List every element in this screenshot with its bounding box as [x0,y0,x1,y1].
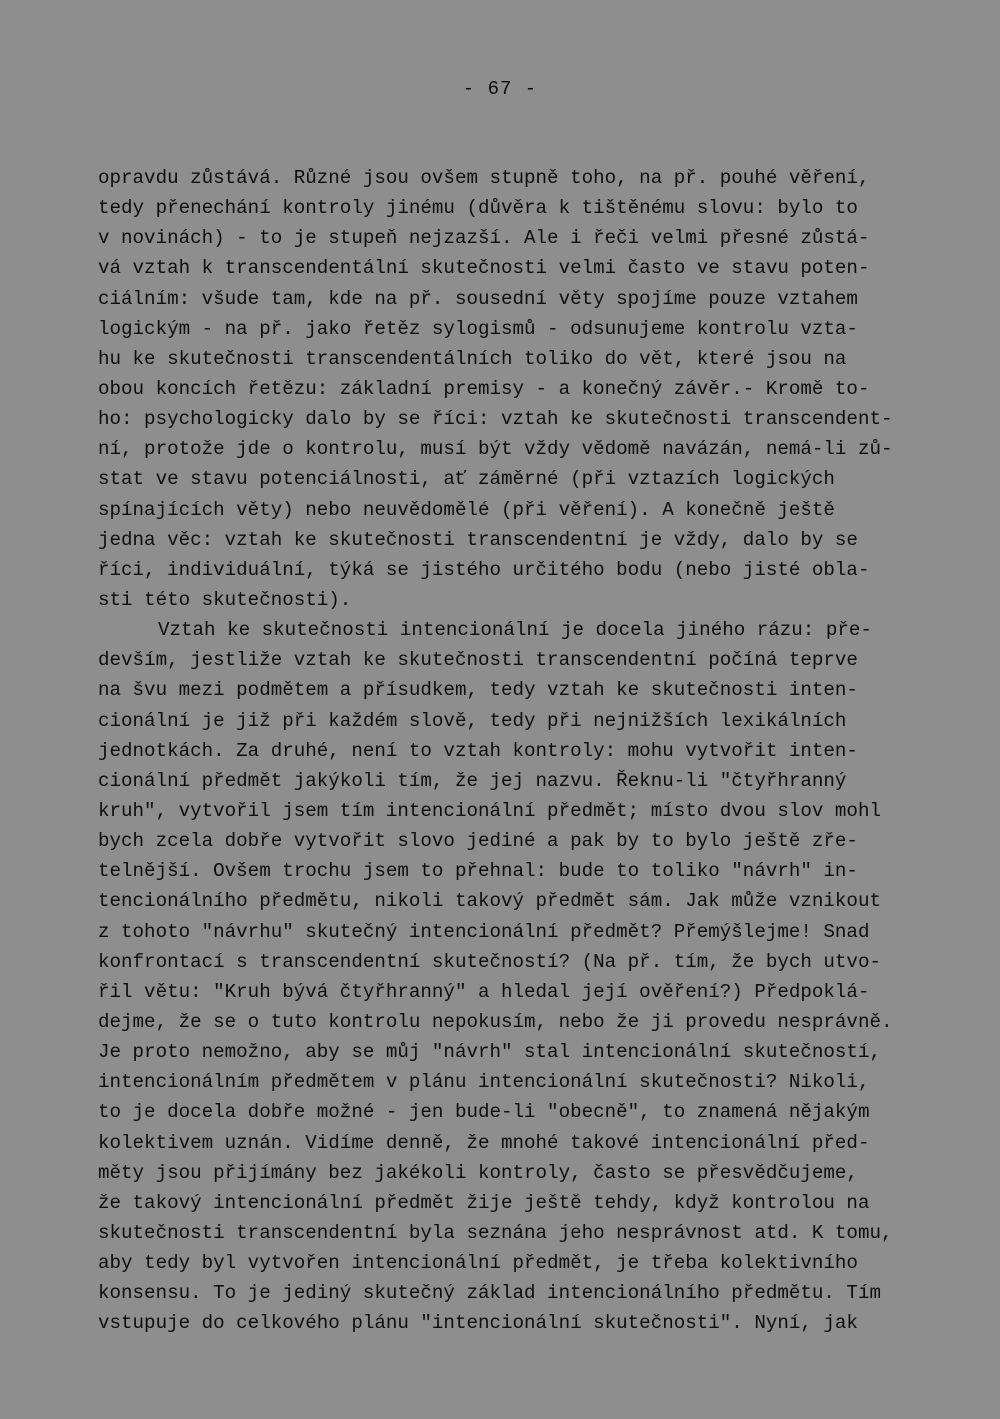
text-line: sti této skutečnosti). [98,588,352,611]
text-line: říci, individuální, týká se jistého určitého bodu (nebo jisté obla- [98,558,870,581]
paragraph-first-line: Vztah ke skutečnosti intencionální je docela jiného rázu: pře- [158,619,872,642]
text-line: jedna věc: vztah ke skutečnosti transcendentní je vždy, dalo by se [98,528,858,551]
text-line: konfrontací s transcendentní skutečností? (Na př. tím, že bych utvo- [98,950,881,973]
text-line: obou koncích řetězu: základní premisy - a konečný závěr.- Kromě to- [98,377,870,400]
text-line: vstupuje do celkového plánu "intencionální skutečnosti". Nyní, jak [98,1312,858,1335]
text-line: z tohoto "návrhu" skutečný intencionální předmět? Přemýšlejme! Snad [98,920,870,943]
text-line: telnější. Ovšem trochu jsem to přehnal: bude to toliko "návrh" in- [98,860,858,883]
text-line: hu ke skutečnosti transcendentálních toliko do vět, které jsou na [98,347,847,370]
text-line: stat ve stavu potenciálnosti, ať záměrné (při vztazích logických [98,468,835,491]
text-line: Je proto nemožno, aby se můj "návrh" stal intencionální skutečností, [98,1041,881,1064]
text-line: na švu mezi podmětem a přísudkem, tedy vztah ke skutečnosti inten- [98,679,858,702]
text-line: logickým - na př. jako řetěz sylogismů - odsunujeme kontrolu vzta- [98,317,858,340]
text-line: jednotkách. Za druhé, není to vztah kontroly: mohu vytvořit inten- [98,739,858,762]
page-number: - 67 - [462,78,538,100]
text-line: v novinách) - to je stupeň nejzazší. Ale i řeči velmi přesné zůstá- [98,227,870,250]
text-line: dejme, že se o tuto kontrolu nepokusím, nebo že ji provedu nesprávně. [98,1010,893,1033]
text-line: devším, jestliže vztah ke skutečnosti transcendentní počíná teprve [98,649,858,672]
text-line: řil větu: "Kruh bývá čtyřhranný" a hledal její ověření?) Předpoklá- [98,980,870,1003]
text-line: kolektivem uznán. Vidíme denně, že mnohé takové intencionální před- [98,1131,870,1154]
text-line: kruh", vytvořil jsem tím intencionální předmět; místo dvou slov mohl [98,799,881,822]
text-line: konsensu. To je jediný skutečný základ intencionálního předmětu. Tím [98,1282,881,1305]
text-line: tencionálního předmětu, nikoli takový předmět sám. Jak může vznikout [98,890,881,913]
body-text [98,163,928,1338]
text-line: měty jsou přijímány bez jakékoli kontroly, často se přesvědčujeme, [98,1161,858,1184]
text-line: spínajících věty) nebo neuvědomělé (při věření). A konečně ještě [98,498,835,521]
text-line: vá vztah k transcendentální skutečnosti velmi často ve stavu poten- [98,257,870,280]
text-line: ho: psychologicky dalo by se říci: vztah ke skutečnosti transcendent- [98,408,893,431]
text-line: cionální předmět jakýkoli tím, že jej nazvu. Řeknu-li "čtyřhranný [98,769,847,792]
text-line: skutečnosti transcendentní byla seznána jeho nesprávnost atd. K tomu, [98,1221,893,1244]
text-line: ní, protože jde o kontrolu, musí být vždy vědomě navázán, nemá-li zů- [98,438,893,461]
text-line: to je docela dobře možné - jen bude-li "obecně", to znamená nějakým [98,1101,870,1124]
text-line: tedy přenechání kontroly jinému (důvěra k tištěnému slovu: bylo to [98,197,858,220]
text-line: bych zcela dobře vytvořit slovo jediné a pak by to bylo ještě zře- [98,830,858,853]
text-line: opravdu zůstává. Různé jsou ovšem stupně toho, na př. pouhé věření, [98,167,870,189]
text-line: cionální je již při každém slově, tedy při nejnižších lexikálních [98,709,847,732]
text-line: ciálním: všude tam, kde na př. sousední věty spojíme pouze vztahem [98,287,858,310]
text-line: aby tedy byl vytvořen intencionální předmět, je třeba kolektivního [98,1252,858,1275]
text-line: že takový intencionální předmět žije ještě tehdy, když kontrolou na [98,1191,870,1214]
text-line: intencionálním předmětem v plánu intencionální skutečnosti? Nikoli, [98,1071,870,1094]
